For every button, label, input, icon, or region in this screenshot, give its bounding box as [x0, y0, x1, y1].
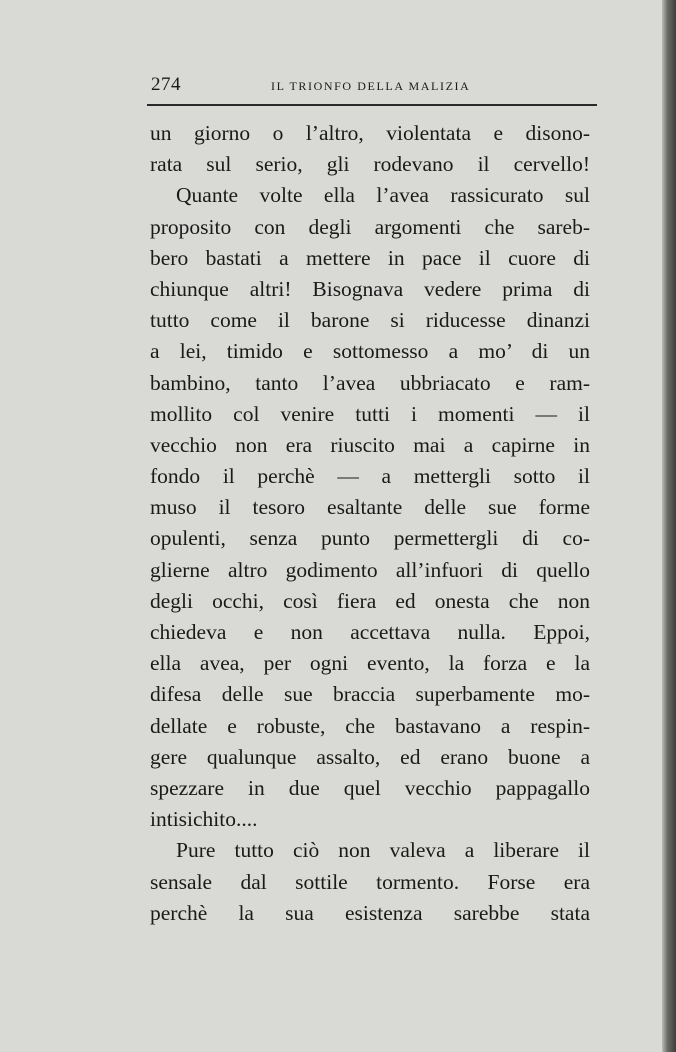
text-line: difesa delle sue braccia superbamente mo- — [150, 682, 590, 707]
text-line: proposito con degli argomenti che sareb- — [150, 214, 590, 239]
text-line: chiedeva e non accettava nulla. Eppoi, — [150, 620, 590, 644]
text-line: chiunque altri! Bisognava vedere prima di — [150, 276, 590, 301]
text-line: sensale dal sottile tormento. Forse era — [150, 869, 590, 894]
page-binding-edge — [662, 0, 676, 1052]
text-line: vecchio non era riuscito mai a capirne in — [150, 432, 590, 457]
text-line: a lei, timido e sottomesso a mo’ di un — [150, 339, 590, 364]
text-line: un giorno o l’altro, violentata e disono- — [150, 121, 590, 145]
text-line: mollito col venire tutti i momenti — il — [150, 401, 590, 426]
text-line: rata sul serio, gli rodevano il cervello! — [150, 152, 590, 177]
page-number: 274 — [151, 74, 181, 95]
text-line: fondo il perchè — a mettergli sotto il — [150, 464, 590, 489]
paragraph-end-line: intisichito.... — [150, 807, 258, 832]
text-line: spezzare in due quel vecchio pappagallo — [150, 775, 590, 800]
text-line: tutto come il barone si riducesse dinanzi — [150, 308, 590, 333]
body-text — [150, 118, 590, 929]
text-line: degli occhi, così fiera ed onesta che non — [150, 588, 590, 613]
text-line: gere qualunque assalto, ed erano buone a — [150, 744, 590, 769]
header-rule — [147, 104, 597, 106]
text-line: bero bastati a mettere in pace il cuore di — [150, 245, 590, 270]
running-title: IL TRIONFO DELLA MALIZIA — [271, 79, 471, 93]
text-line: perchè la sua esistenza sarebbe stata — [150, 900, 590, 925]
text-line: muso il tesoro esaltante delle sue forme — [150, 495, 590, 520]
text-line: opulenti, senza punto permettergli di co- — [150, 526, 590, 551]
page-header — [151, 74, 595, 100]
text-line: dellate e robuste, che bastavano a respin- — [150, 713, 590, 738]
text-line: bambino, tanto l’avea ubbriacato e ram- — [150, 370, 590, 395]
paragraph-start-line: Quante volte ella l’avea rassicurato sul — [176, 183, 590, 208]
paragraph-start-line: Pure tutto ciò non valeva a liberare il — [176, 838, 590, 863]
text-line: glierne altro godimento all’infuori di quello — [150, 557, 590, 582]
text-line: ella avea, per ogni evento, la forza e la — [150, 651, 590, 676]
